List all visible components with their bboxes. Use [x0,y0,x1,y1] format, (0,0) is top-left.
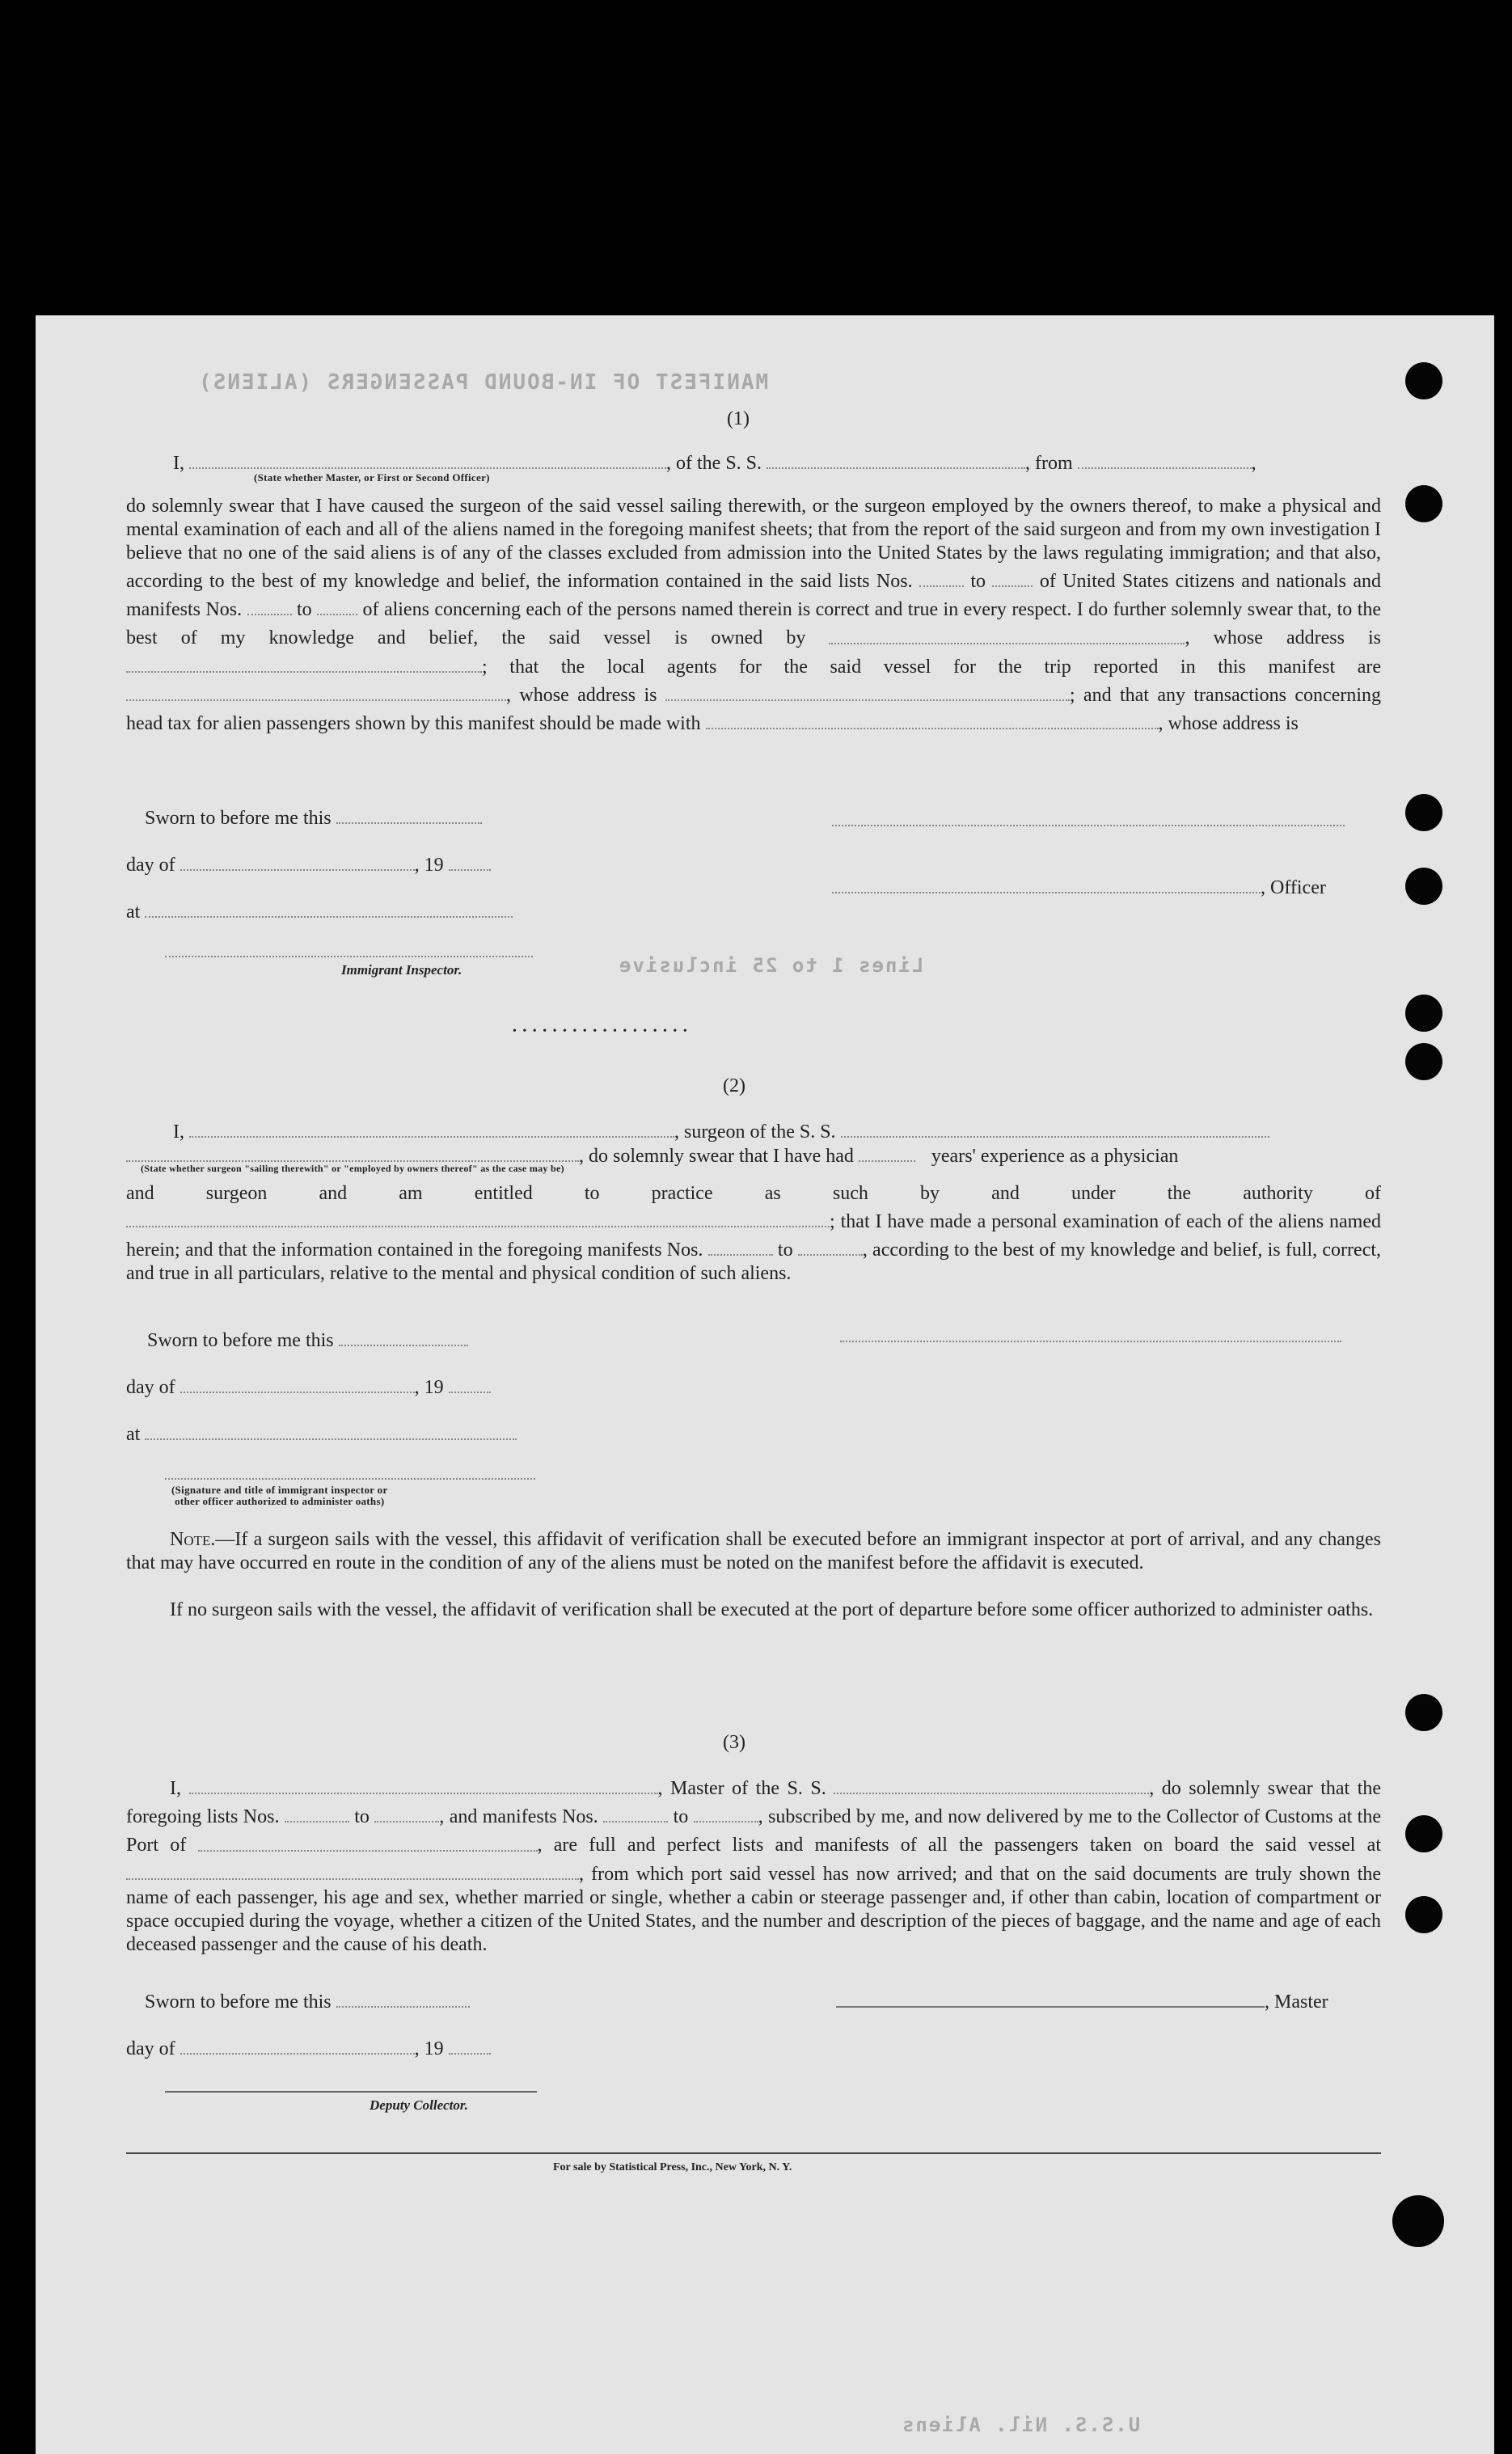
s2-year-field[interactable] [449,1371,491,1393]
s1-from-port-field[interactable] [1078,447,1252,469]
s3-port-field[interactable] [198,1829,538,1851]
s3-sworn-line [145,1986,470,2013]
s3-i-label: I, [170,1778,181,1800]
binder-hole-6 [1405,1043,1442,1080]
section-1-number: (1) [727,408,750,429]
s2-at-field[interactable] [145,1418,517,1440]
s2-authority-text: and surgeon and am entitled to practice as such by and under the authority of [126,1183,1381,1204]
s2-at-line [126,1418,517,1446]
s3-solemnly-label: , do solemnly [1149,1778,1261,1800]
s2-according-text: , according to the best of my knowledge and belief, is full, correct, and true in [126,1240,1382,1285]
s1-at-field[interactable] [145,896,513,918]
s3-year-field[interactable] [449,2033,491,2055]
s1-local-agents-label: that the local agents for the said vessel for the trip reported in this manifest are [509,656,1382,678]
s3-master-signature-line [836,1986,1328,2013]
s2-manifests-to-field[interactable] [798,1234,863,1256]
s3-deputy-signature-line[interactable] [165,2091,537,2093]
s2-manifests-from-field[interactable] [708,1234,773,1256]
s1-officer-line [832,872,1326,899]
s1-i-label: I, [173,453,184,475]
s2-sig-caption-line-1: (Signature and title of immigrant inspector or [171,1484,388,1496]
s2-to-label: to [777,1240,793,1261]
s2-surgeon-type-field[interactable] [126,1140,579,1162]
section-3-number: (3) [723,1732,745,1753]
s3-manifests-to-field[interactable] [694,1801,758,1823]
s1-day-of-label: day of [126,855,175,876]
s3-body-text: port said vessel has now arrived; and that on the said documents are truly shown the name of each passenger, his age and sex, whether married or single, whether a cabin or steerage passenger and, if other than cabin, location of compartment or space occupied during the voyage, whether a citizen of the United States, and the number and description of the pieces of baggage, and the name and age of each deceased passenger and the cause of his death. [126,1863,1382,1955]
binder-hole-1 [1405,362,1442,399]
s1-ship-name-field[interactable] [767,447,1025,469]
s2-i-label: I, [173,1121,184,1143]
bleed-through-bottom: U.S.S. Nil. Aliens [901,2414,1141,2436]
s1-day-field[interactable] [180,849,415,871]
s2-year-label: , 19 [414,1377,444,1399]
s2-surgeon-of-label: , surgeon of the S. S. [674,1121,836,1143]
s3-subscribed-label: , subscribed by me, and now [758,1806,982,1828]
s3-year-label: , 19 [414,2038,444,2060]
s1-oath-text-b: of United States citizens and nationals and manifests Nos. [126,571,1382,621]
s2-semicolon: ; [830,1211,835,1233]
s1-at-line [126,896,513,923]
s2-surgeon-caption: (State whether surgeon "sailing therewith" or "employed by owners thereof" as the case may be) [141,1163,564,1174]
s1-day-line [126,849,491,876]
s2-note [126,1528,1381,1575]
s1-agents-address-label: whose address is [519,684,657,706]
s1-manifests-from-field[interactable] [247,593,292,615]
s2-day-field[interactable] [180,1371,415,1393]
s1-from-label: , from [1025,453,1073,475]
s1-to-label-b: to [296,599,312,621]
binder-hole-2 [1405,485,1442,522]
s3-lists-to-field[interactable] [374,1801,439,1823]
s2-ship-name-field[interactable] [841,1116,1269,1138]
s3-lists-from-field[interactable] [285,1801,349,1823]
s1-officer-signature-field[interactable] [832,872,1261,893]
s2-manifests-label: foregoing manifests Nos. [507,1240,703,1261]
s1-sworn-label: Sworn to before me this [145,808,332,830]
s1-agent-address-label: , whose address is [1158,713,1299,735]
s2-authority-field[interactable] [126,1206,830,1227]
s2-sworn-label: Sworn to before me this [147,1330,334,1352]
s3-ship-name-field[interactable] [834,1772,1149,1794]
s3-sworn-date-field[interactable] [336,1986,470,2008]
s1-sworn-line [145,802,482,830]
s1-at-label: at [126,902,141,923]
s2-swear-label: , do solemnly swear that I have had [579,1146,854,1168]
s1-manifests-to-field[interactable] [317,593,357,615]
s3-master-signature-field[interactable] [836,1986,1265,2008]
binder-hole-5 [1405,995,1442,1032]
s3-master-label: , Master [1265,1991,1328,2013]
s2-body-paragraph [126,1182,1381,1286]
s2-years-field[interactable] [859,1140,915,1162]
s3-swear-lists-label: swear that the foregoing lists Nos. [126,1778,1382,1828]
s1-owned-by-label: the said vessel is owned by [501,627,806,649]
bleed-through-title: MANIFEST OF IN-BOUND PASSENGERS (ALIENS) [197,370,769,395]
s1-comma: , [1251,453,1256,475]
s1-oath-text-a: do solemnly swear that I have caused the surgeon of the said vessel sailing therewith, or the surgeon employed by the owners thereof, to make a physical and mental examination of each and all of the aliens named in the foregoing manifest sheets; that from the report of the said surgeon and from my own investigation I believe that no one of the said aliens is of any of the classes excluded from admission into the United States by the laws regulating immigration; and that also, according to the best of my knowledge and belief, the information contained in the said lists Nos. [126,496,1381,593]
s1-agents-address-field[interactable] [665,679,1070,701]
s1-to-label-a: to [970,571,986,593]
s1-officer-label: , Officer [1261,877,1326,899]
s2-inspector-signature-line[interactable] [165,1478,535,1480]
s3-to-label-b: to [673,1806,689,1828]
s3-master-of-label: , Master of the S. S. [657,1778,826,1800]
binder-hole-4 [1405,868,1442,905]
s3-sworn-label: Sworn to before me this [145,1991,332,2013]
binder-hole-10 [1392,2195,1444,2247]
s1-signature-line-1[interactable] [832,825,1345,826]
s2-note-text-2: If no surgeon sails with the vessel, the affidavit of verification shall be executed at the port of departure before some officer authorized to administer oaths. [170,1599,1374,1620]
s3-manifests-from-field[interactable] [603,1801,668,1823]
s3-from-which-label: , from which [579,1863,684,1885]
s3-port-departure-field[interactable] [126,1858,579,1880]
s2-sworn-date-field[interactable] [339,1324,468,1346]
s2-surgeon-name-field[interactable] [189,1116,674,1138]
s3-oath-paragraph [126,1772,1381,1957]
s3-deputy-collector-caption: Deputy Collector. [370,2097,468,2113]
s3-to-label-a: to [354,1806,370,1828]
s3-are-full-label: , are full and perfect lists and [537,1835,804,1856]
s3-master-name-field[interactable] [189,1772,658,1794]
s3-day-field[interactable] [180,2033,415,2055]
s2-years-exp-label: years' experience as a physician [931,1146,1179,1168]
s1-local-agents-field[interactable] [126,679,506,701]
s1-oath-paragraph: do solemnly swear that I have caused the surgeon of the said vessel sailing therewith, or the surgeon employed by the owners thereof, to make a physical and mental examination of each and all of the aliens named in the foregoing manifest sheets; that from the report of the said surgeon and from my own investigation I believe that no one of the said aliens is of any of the classes excluded from admission into the United States by the laws regulating immigration; and that also, according to the best of my knowledge and belief, the information contained in the said lists Nos. to of United States citizens and nationals and manifests Nos. to of aliens concerning each of the persons named therein is correct and true in every respect. I do further solemnly swear that, to the best of my knowledge and belief, the said vessel is owned by , whose address is ; that the local agents for the said vessel for the trip reported in this manifest are , whose address is ; and that any transactions concerning head tax for alien passengers shown by this manifest should be made with , whose address is [126,496,1382,735]
s2-note-text: —If a surgeon sails with the vessel, this affidavit of verification shall be executed before an immigrant inspector at port of arrival, and any changes that may have occurred en route in the condition of any of the aliens must be noted on the manifest before the affidavit is executed. [126,1529,1381,1573]
s2-sig-caption-line-2: other officer authorized to administer oaths) [175,1495,385,1507]
form-sheet [36,315,1494,2454]
s1-year-field[interactable] [449,849,491,871]
s2-sworn-line [147,1324,468,1352]
s2-particulars-text: all particulars, relative to the mental and physical condition of such aliens. [213,1263,792,1285]
s1-head-tax-agent-field[interactable] [706,707,1159,729]
binder-hole-9 [1405,1896,1442,1933]
bleed-through-lines: Lines 1 to 25 inclusive [618,954,924,977]
s1-owner-field[interactable] [829,622,1185,644]
footer-rule [126,2152,1381,2154]
s3-manifests-all-label: manifests of all the passengers taken on board the said vessel at [814,1835,1382,1856]
s2-sig-caption [171,1485,388,1507]
s1-head-tax-text: ; and that any transactions concerning head tax for alien [126,684,1382,735]
s1-lists-to-field[interactable] [992,565,1033,587]
s1-master-name-field[interactable] [189,447,666,469]
footer-imprint: For sale by Statistical Press, Inc., New York, N. Y. [553,2161,792,2173]
s2-surgeon-signature-line[interactable] [840,1341,1341,1342]
s3-and-manifests-label: , and manifests Nos. [439,1806,598,1828]
s1-lists-from-field[interactable] [919,565,964,587]
s3-delivered-label: delivered by me to the Collector of Customs at the Port of [126,1806,1381,1856]
s1-master-caption: (State whether Master, or First or Second Officer) [254,471,490,484]
s1-immigrant-inspector-caption: Immigrant Inspector. [341,962,462,978]
s1-year-label: , 19 [414,855,444,876]
s3-day-of-label: day of [126,2038,175,2060]
s1-of-ss-label: , of the S. S. [666,453,762,475]
s2-note-label: Note. [170,1529,216,1550]
s2-day-line [126,1371,491,1399]
s1-semicolon: ; [482,656,488,678]
s1-inspector-signature-line[interactable] [165,956,533,957]
section-2-number: (2) [723,1075,745,1096]
s1-passengers-shown-text: passengers shown by this manifest should be made with [266,713,701,735]
s2-note-2 [126,1599,1381,1622]
s3-day-line [126,2033,491,2060]
s1-owner-address-field[interactable] [126,651,482,673]
s2-examination-text: that I have made a personal examination of each of the aliens named herein; and that the information contained in the [126,1211,1382,1261]
binder-hole-8 [1405,1815,1442,1852]
s2-at-label: at [126,1424,141,1446]
s1-oath-text-c: of aliens concerning each of the persons named therein is correct and true in every respect. I do further solemnly swear that, to the best of my knowledge and belief, [126,599,1382,649]
s1-sworn-date-field[interactable] [336,802,482,824]
binder-hole-7 [1405,1694,1442,1731]
dots-separator: • • • • • • • • • • • • • • • • • • [513,1025,689,1037]
s1-whose-address-label: , whose address is [1185,627,1382,649]
s2-day-of-label: day of [126,1377,175,1399]
binder-hole-3 [1405,794,1442,831]
